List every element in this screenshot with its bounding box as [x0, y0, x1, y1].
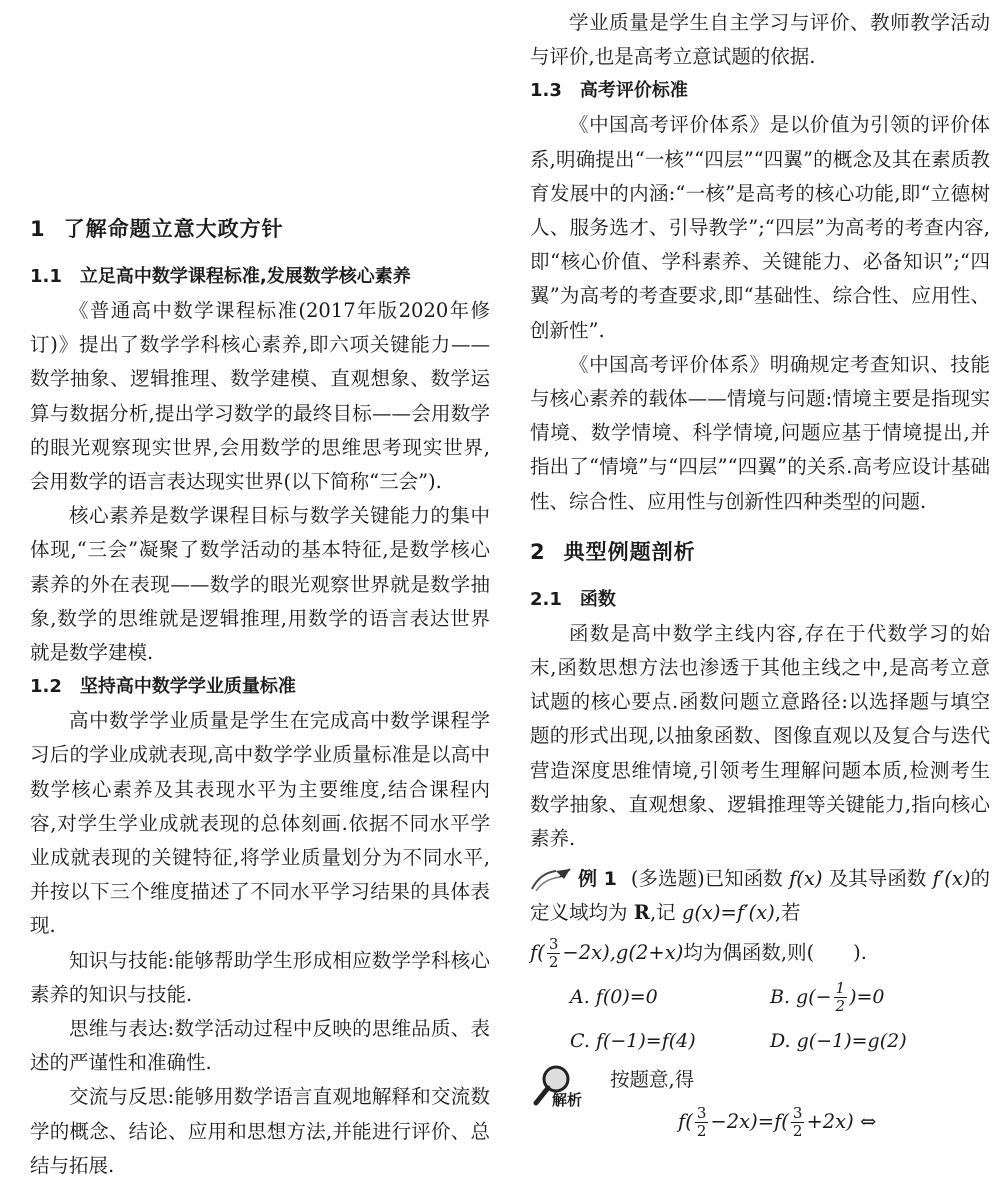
paragraph: 《普通高中数学课程标准(2017年版2020年修订)》提出了数学学科核心素养,即六项关键能力——数学抽象、逻辑推理、数学建模、直观想象、数学运算与数据分析,提出学习数学的最终目标——会用数学的眼光观察现实世界,会用数学的思维思考现实世界,会用数学的语言表达现实世界(以下简称“三会”). [30, 299, 490, 494]
denominator: 2 [696, 1121, 707, 1140]
text: 均为偶函数,则( ). [683, 940, 867, 964]
choice-a: A. f(0)=0 [570, 985, 658, 1008]
text: 已知函数 [704, 867, 783, 891]
left-column [30, 0, 490, 1183]
math-expr: f( [678, 1109, 693, 1133]
text: 的定义域均为 [530, 867, 990, 925]
math-expr: )=0 [849, 985, 885, 1008]
section-number: 1.1 [30, 266, 62, 287]
choice-row [570, 1019, 990, 1063]
question-type: (多选题) [630, 867, 705, 891]
section-2-heading [530, 535, 990, 569]
paragraph: 知识与技能:能够帮助学生形成相应数学学科核心素养的知识与技能. [30, 948, 490, 1006]
section-1-1-heading [30, 260, 490, 294]
math-expr: ,g(2+x) [609, 940, 684, 964]
section-number: 1 [30, 217, 46, 241]
math-expr: R [633, 901, 650, 925]
pencil-icon [530, 867, 574, 893]
numerator: 3 [792, 1103, 803, 1122]
section-number: 1.2 [30, 676, 62, 698]
choice-b [770, 975, 970, 1019]
example-block [530, 862, 990, 1062]
example-label: 例 1 [578, 868, 617, 891]
analysis-formula [678, 1105, 876, 1140]
math-expr: g(x)=f′(x) [681, 901, 775, 925]
choice-d: D. g(−1)=g(2) [770, 1029, 907, 1052]
paragraph: 交流与反思:能够用数学语言直观地解释和交流数学的概念、结论、应用和思想方法,并能进行评价、总结与拓展. [30, 1085, 490, 1177]
math-expr: f(x) [789, 867, 823, 891]
fraction [834, 980, 848, 1015]
math-expr: +2x) ⇔ [806, 1109, 877, 1133]
section-1-2-heading [30, 670, 490, 704]
section-title: 立足高中数学课程标准,发展数学核心素养 [79, 266, 411, 287]
paragraph: 《中国高考评价体系》明确规定考查知识、技能与核心素养的载体——情境与问题:情境主要是指现实情境、数学情境、科学情境,问题应基于情境提出,并指出了“情境”与“四层”“四翼”的关系.高考应设计基础性、综合性、应用性与创新性四种类型的问题. [530, 352, 990, 513]
section-title: 典型例题剖析 [563, 539, 696, 564]
choice-row [570, 975, 990, 1019]
analysis-intro: 按题意,得 [610, 1067, 695, 1091]
math-expr: −2x)=f( [710, 1109, 789, 1133]
paragraph: 函数是高中数学主线内容,存在于代数学习的始末,函数思想方法也渗透于其他主线之中,是高考立意试题的核心要点.函数问题立意路径:以选择题与填空题的形式出现,以抽象函数、图像直观以及复合与迭代营造深度思维情境,引领考生理解问题本质,检测考生数学抽象、直观想象、逻辑推理等关键能力,指向核心素养. [530, 621, 990, 851]
math-expr: f′(x) [932, 867, 971, 891]
example-condition [530, 931, 990, 975]
text: 及其导函数 [828, 867, 927, 891]
paragraph: 学业质量是学生自主学习与评价、教师教学活动与评价,也是高考立意试题的依据. [530, 11, 990, 69]
paragraph: 核心素养是数学课程目标与数学关键能力的集中体现,“三会”凝聚了数学活动的基本特征,是数学核心素养的外在表现——数学的眼光观察世界就是数学抽象,数学的思维就是逻辑推理,用数学的语言表达世界就是数学建模. [30, 504, 490, 665]
denominator: 2 [792, 1121, 803, 1140]
paragraph: 思维与表达:数学活动过程中反映的思维品质、表述的严谨性和准确性. [30, 1017, 490, 1075]
math-expr: B. g(− [770, 985, 832, 1008]
fraction [791, 1105, 805, 1140]
math-expr: f( [530, 940, 545, 964]
fraction [547, 936, 561, 971]
numerator: 3 [548, 934, 559, 953]
section-title: 高考评价标准 [579, 80, 688, 102]
right-column [530, 0, 990, 1173]
section-2-1-heading [530, 583, 990, 617]
text: ,若 [774, 901, 801, 925]
paragraph: 《中国高考评价体系》是以价值为引领的评价体系,明确提出“一核”“四层”“四翼”的概念及其在素质教育发展中的内涵:“一核”是高考的核心功能,即“立德树人、服务选才、引导教学”;“四层”为高考的考查内容,即“核心价值、学科素养、关键能力、必备知识”;“四翼”为高考的考查要求,即“基础性、综合性、应用性、创新性”. [530, 113, 990, 342]
math-expr: −2x) [562, 940, 610, 964]
choice-c: C. f(−1)=f(4) [570, 1029, 696, 1052]
section-number: 2 [530, 539, 546, 564]
example-statement [530, 862, 990, 930]
analysis-block [530, 1063, 990, 1173]
analysis-label: 解析 [552, 1090, 583, 1109]
numerator: 3 [696, 1103, 707, 1122]
section-number: 2.1 [530, 588, 562, 610]
section-title: 了解命题立意大政方针 [63, 217, 284, 241]
section-title: 函数 [579, 588, 616, 610]
choices [570, 975, 990, 1063]
section-1-heading [30, 212, 490, 246]
section-1-3-heading [530, 74, 990, 108]
text: ,记 [649, 901, 676, 925]
section-title: 坚持高中数学学业质量标准 [79, 676, 296, 698]
denominator: 2 [548, 952, 559, 971]
fraction [695, 1105, 709, 1140]
section-number: 1.3 [530, 80, 562, 102]
numerator: 1 [835, 979, 846, 998]
denominator: 2 [835, 997, 846, 1016]
paragraph: 高中数学学业质量是学生在完成高中数学课程学习后的学业成就表现,高中数学学业质量标准是以高中数学核心素养及其表现水平为主要维度,结合课程内容,对学生学业成就表现的总体刻画.依据不同水平学业成就表现的关键特征,将学业质量划分为不同水平,并按以下三个维度描述了不同水平学习结果的具体表现. [30, 709, 490, 938]
